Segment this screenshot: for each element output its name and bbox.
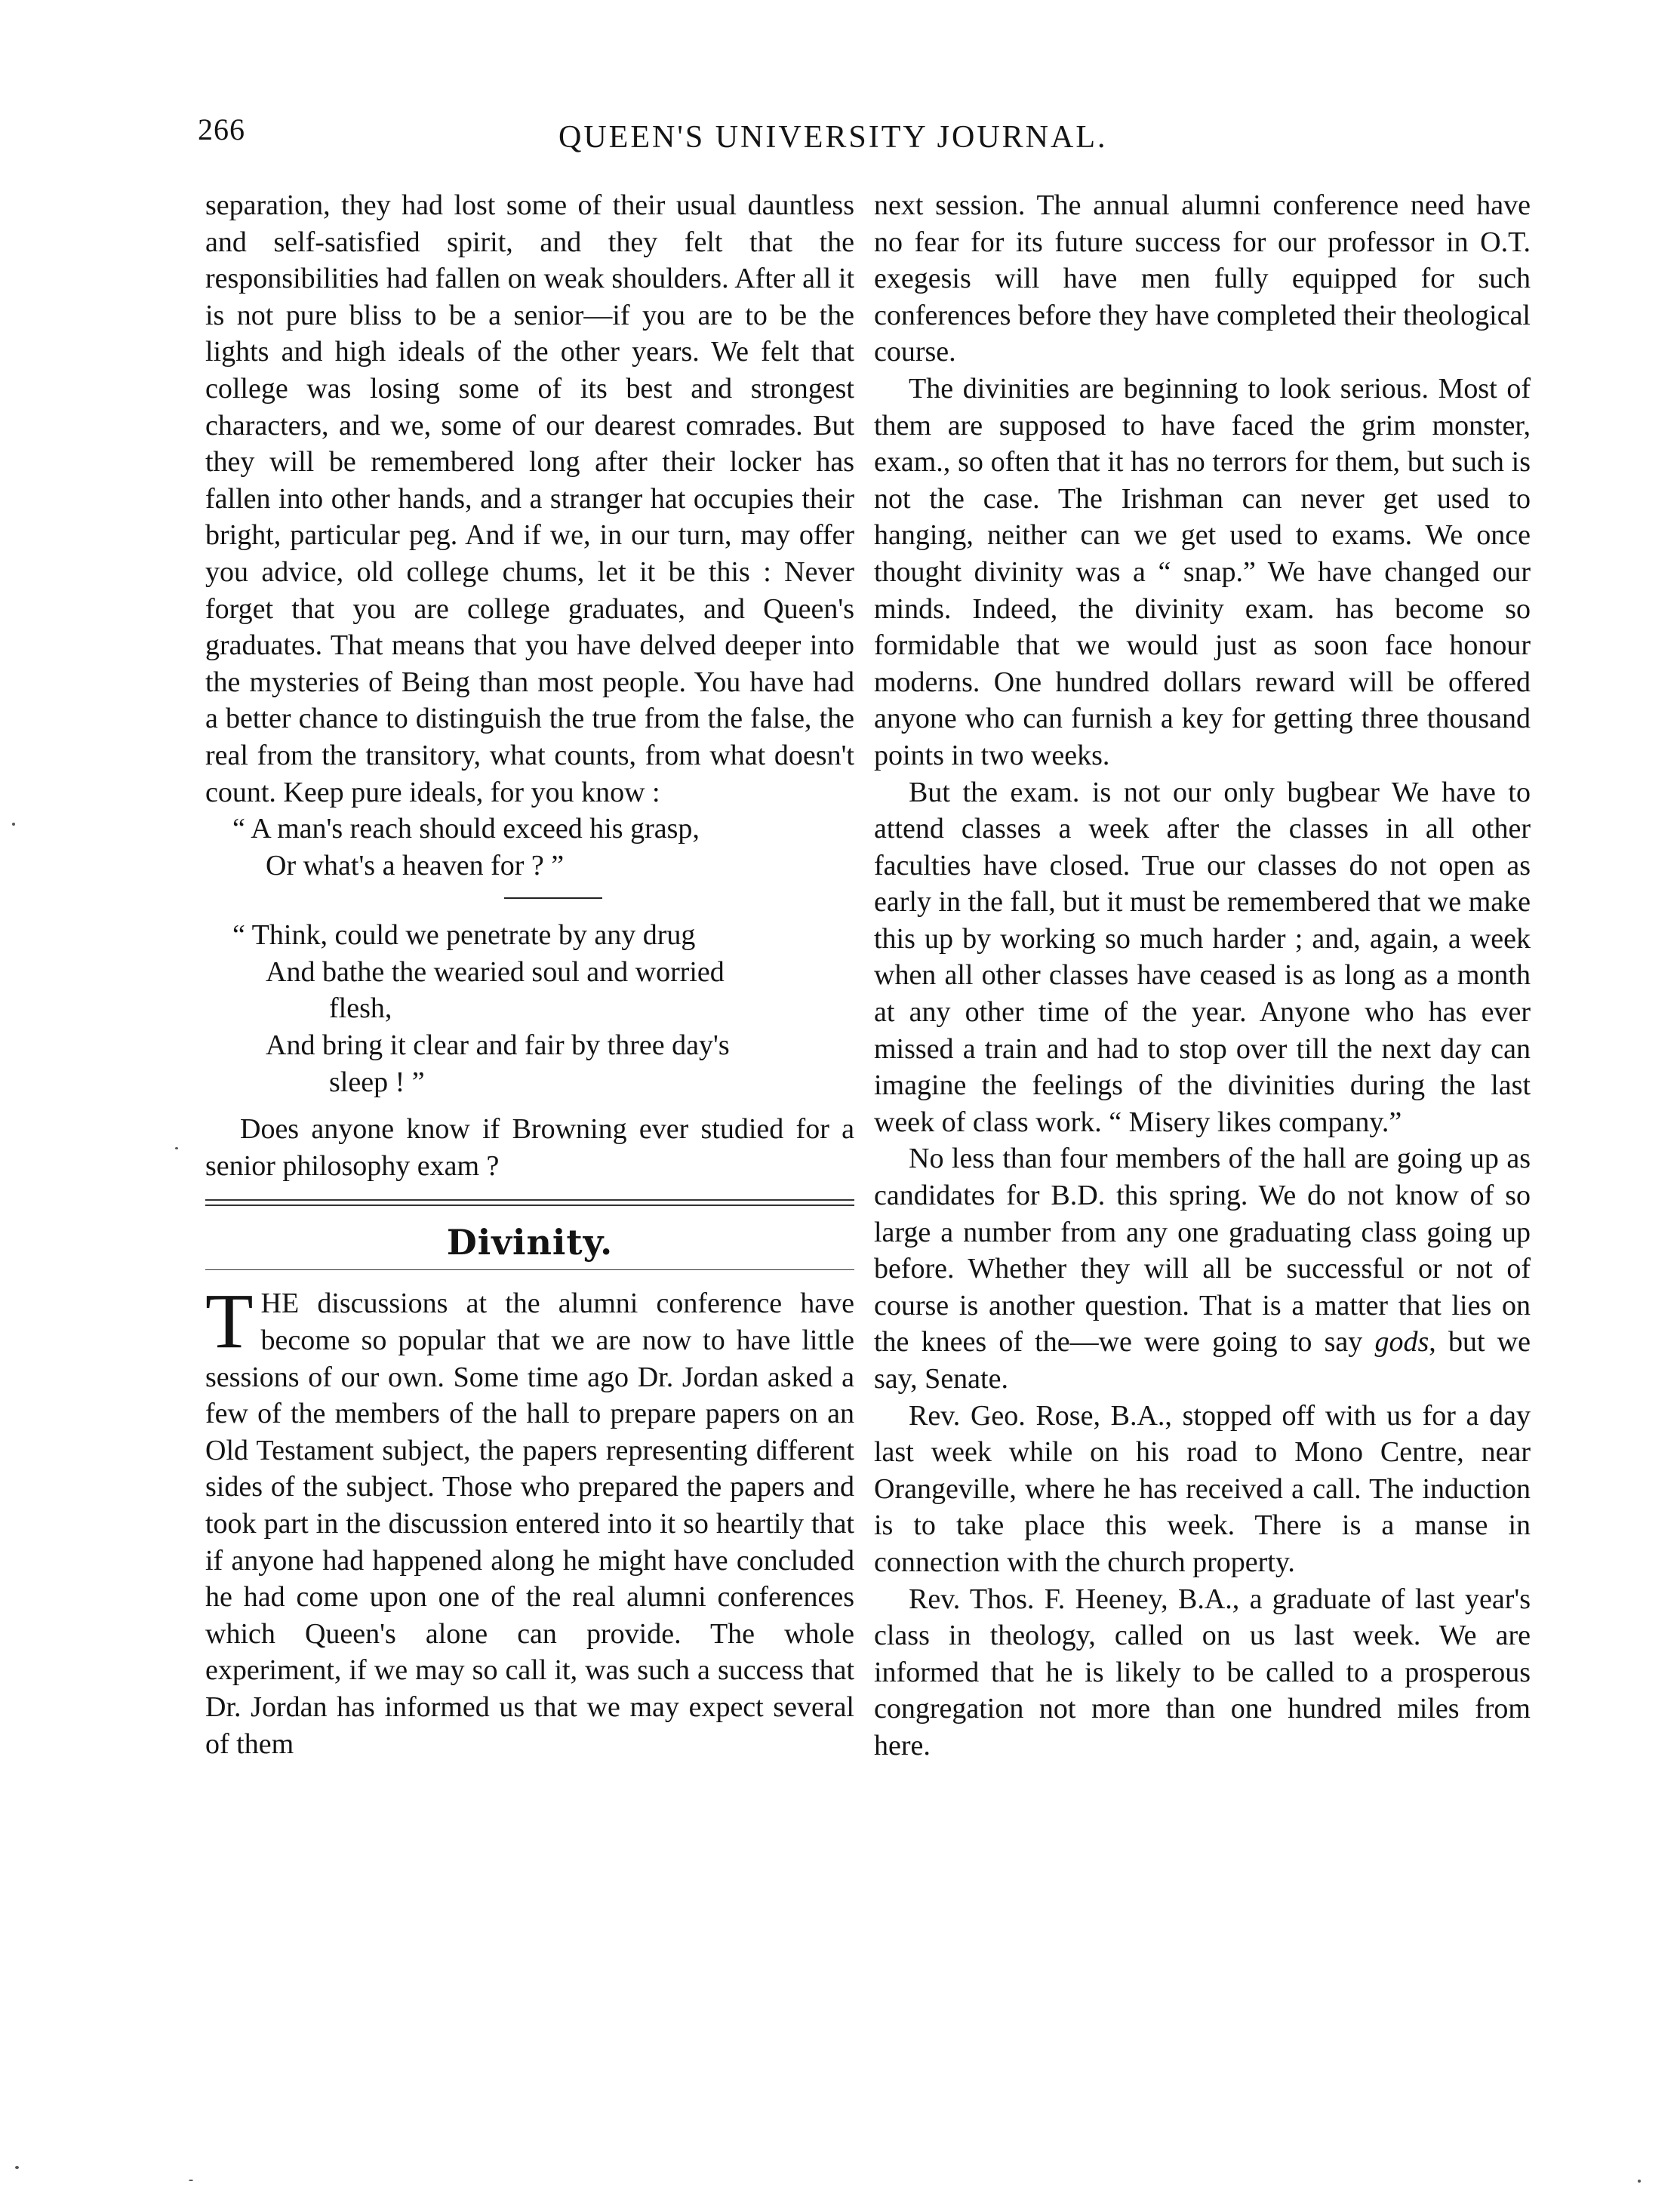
drop-cap: T — [205, 1278, 254, 1365]
page-number: 266 — [198, 112, 245, 146]
paragraph-browning-question: Does anyone know if Browning ever studied for a senior philosophy exam ? — [205, 1113, 854, 1182]
paper-speck — [1638, 2180, 1641, 2183]
paragraph-bd-candidates — [874, 1140, 1531, 1397]
browning-quote-2 — [232, 917, 854, 1100]
paragraph-thos-heeney: Rev. Thos. F. Heeney, B.A., a graduate of last year's class in theology, called on us last week. We are informed that he is likely to be called to a prosperous congregation not more than one hundred miles from here. — [874, 1583, 1531, 1761]
quote-line: flesh, — [329, 992, 392, 1025]
text-run: , but we say, Senate. — [874, 1326, 1531, 1395]
paragraph-geo-rose: Rev. Geo. Rose, B.A., stopped off with us for a day last week while on his road to Mono Centre, near Orangeville, where he has received a call. The induction is to take place this week. There is a manse in connection with the church property. — [874, 1399, 1531, 1578]
paper-speck — [175, 1147, 178, 1149]
italic-word: gods — [1374, 1326, 1429, 1358]
paper-speck — [12, 823, 15, 826]
quote-line: And bathe the wearied soul and worried — [266, 955, 725, 988]
quote-line: “ Think, could we penetrate by any drug — [232, 919, 696, 952]
quote-line: sleep ! ” — [329, 1066, 425, 1098]
text-run: No less than four members of the hall are going up as candidates for B.D. this spring. We do not know of so large a number from any one graduating class going up before. Whether they will all be successful or not of course is another question. That is a matter that lies on the knees of the—we were going to say — [874, 1143, 1531, 1358]
section-heading: Divinity. — [446, 1222, 614, 1263]
paragraph-divinities-serious: The divinities are beginning to look serious. Most of them are supposed to have faced the grim monster, exam., so often that it has no terrors for them, but such is not the case. The Irishman can never get used to hanging, neither can we get used to exams. We once thought divinity was a “ snap.” We have changed our minds. Indeed, the divinity exam. has become so formidable that we would just as soon face honour moderns. One hundred dollars reward will be offered anyone who can furnish a key for getting three thousand points in two weeks. — [874, 372, 1531, 771]
quote-line: “ A man's reach should exceed his grasp, — [232, 813, 700, 845]
paragraph-divinity-intro — [205, 1278, 854, 1762]
divider-rule — [504, 897, 602, 899]
quote-line: And bring it clear and fair by three day's — [266, 1029, 730, 1062]
paper-speck — [189, 2180, 193, 2181]
paragraph-separation: separation, they had lost some of their usual dauntless and self-satisfied spirit, and they felt that the responsibilities had fallen on weak shoulders. After all it is not pure bliss to be a senior—if you are to be the lights and high ideals of the other years. We felt that college was losing some of its best and strongest characters, and we, some of our dearest comrades. But they will be remembered long after their locker has fallen into other hands, and a stranger hat occupies their bright, particular peg. And if we, in our turn, may offer you advice, old college chums, let it be this : Never forget that you are college graduates, and Queen's graduates. That means that you have delved deeper into the mysteries of Being than most people. You have had a better chance to distinguish the true from the false, the real from the transitory, what counts, from what doesn't count. Keep pure ideals, for you know : — [205, 189, 854, 808]
paper-speck — [15, 2166, 19, 2169]
heading-underline — [205, 1269, 854, 1270]
left-column — [205, 187, 854, 1762]
journal-title: QUEEN'S UNIVERSITY JOURNAL. — [558, 120, 1108, 155]
paragraph-bugbear: But the exam. is not our only bugbear We have to attend classes a week after the classes in all other faculties have closed. True our classes do not open as early in the fall, but it must be remembered that we make this up by working so much harder ; and, again, a week when all other classes have ceased is as long as a month at any other time of the year. Anyone who has ever missed a train and had to stop over till the next day can imagine the feelings of the divinities during the last week of class work. “ Misery likes company.” — [874, 776, 1531, 1138]
paragraph-next-session: next session. The annual alumni conference need have no fear for its future success for our professor in O.T. exegesis will have men fully equipped for such conferences before they have completed their theological course. — [874, 189, 1531, 368]
right-column — [874, 187, 1531, 1764]
section-divider — [205, 1199, 854, 1206]
quote-line: Or what's a heaven for ? ” — [266, 849, 565, 881]
browning-quote-1 — [232, 811, 854, 884]
divinity-text: HE discussions at the alumni conference have become so popular that we are now to have little sessions of our own. Some time ago Dr. Jordan asked a few of the members of the hall to prepare papers on an Old Testament subject, the papers representing different sides of the subject. Those who prepared the papers and took part in the discussion entered into it so heartily that if anyone had happened along he might have concluded he had come upon one of the real alumni conferences which Queen's alone can provide. The whole experiment, if we may so call it, was such a success that Dr. Jordan has informed us that we may expect several of them — [205, 1288, 854, 1760]
